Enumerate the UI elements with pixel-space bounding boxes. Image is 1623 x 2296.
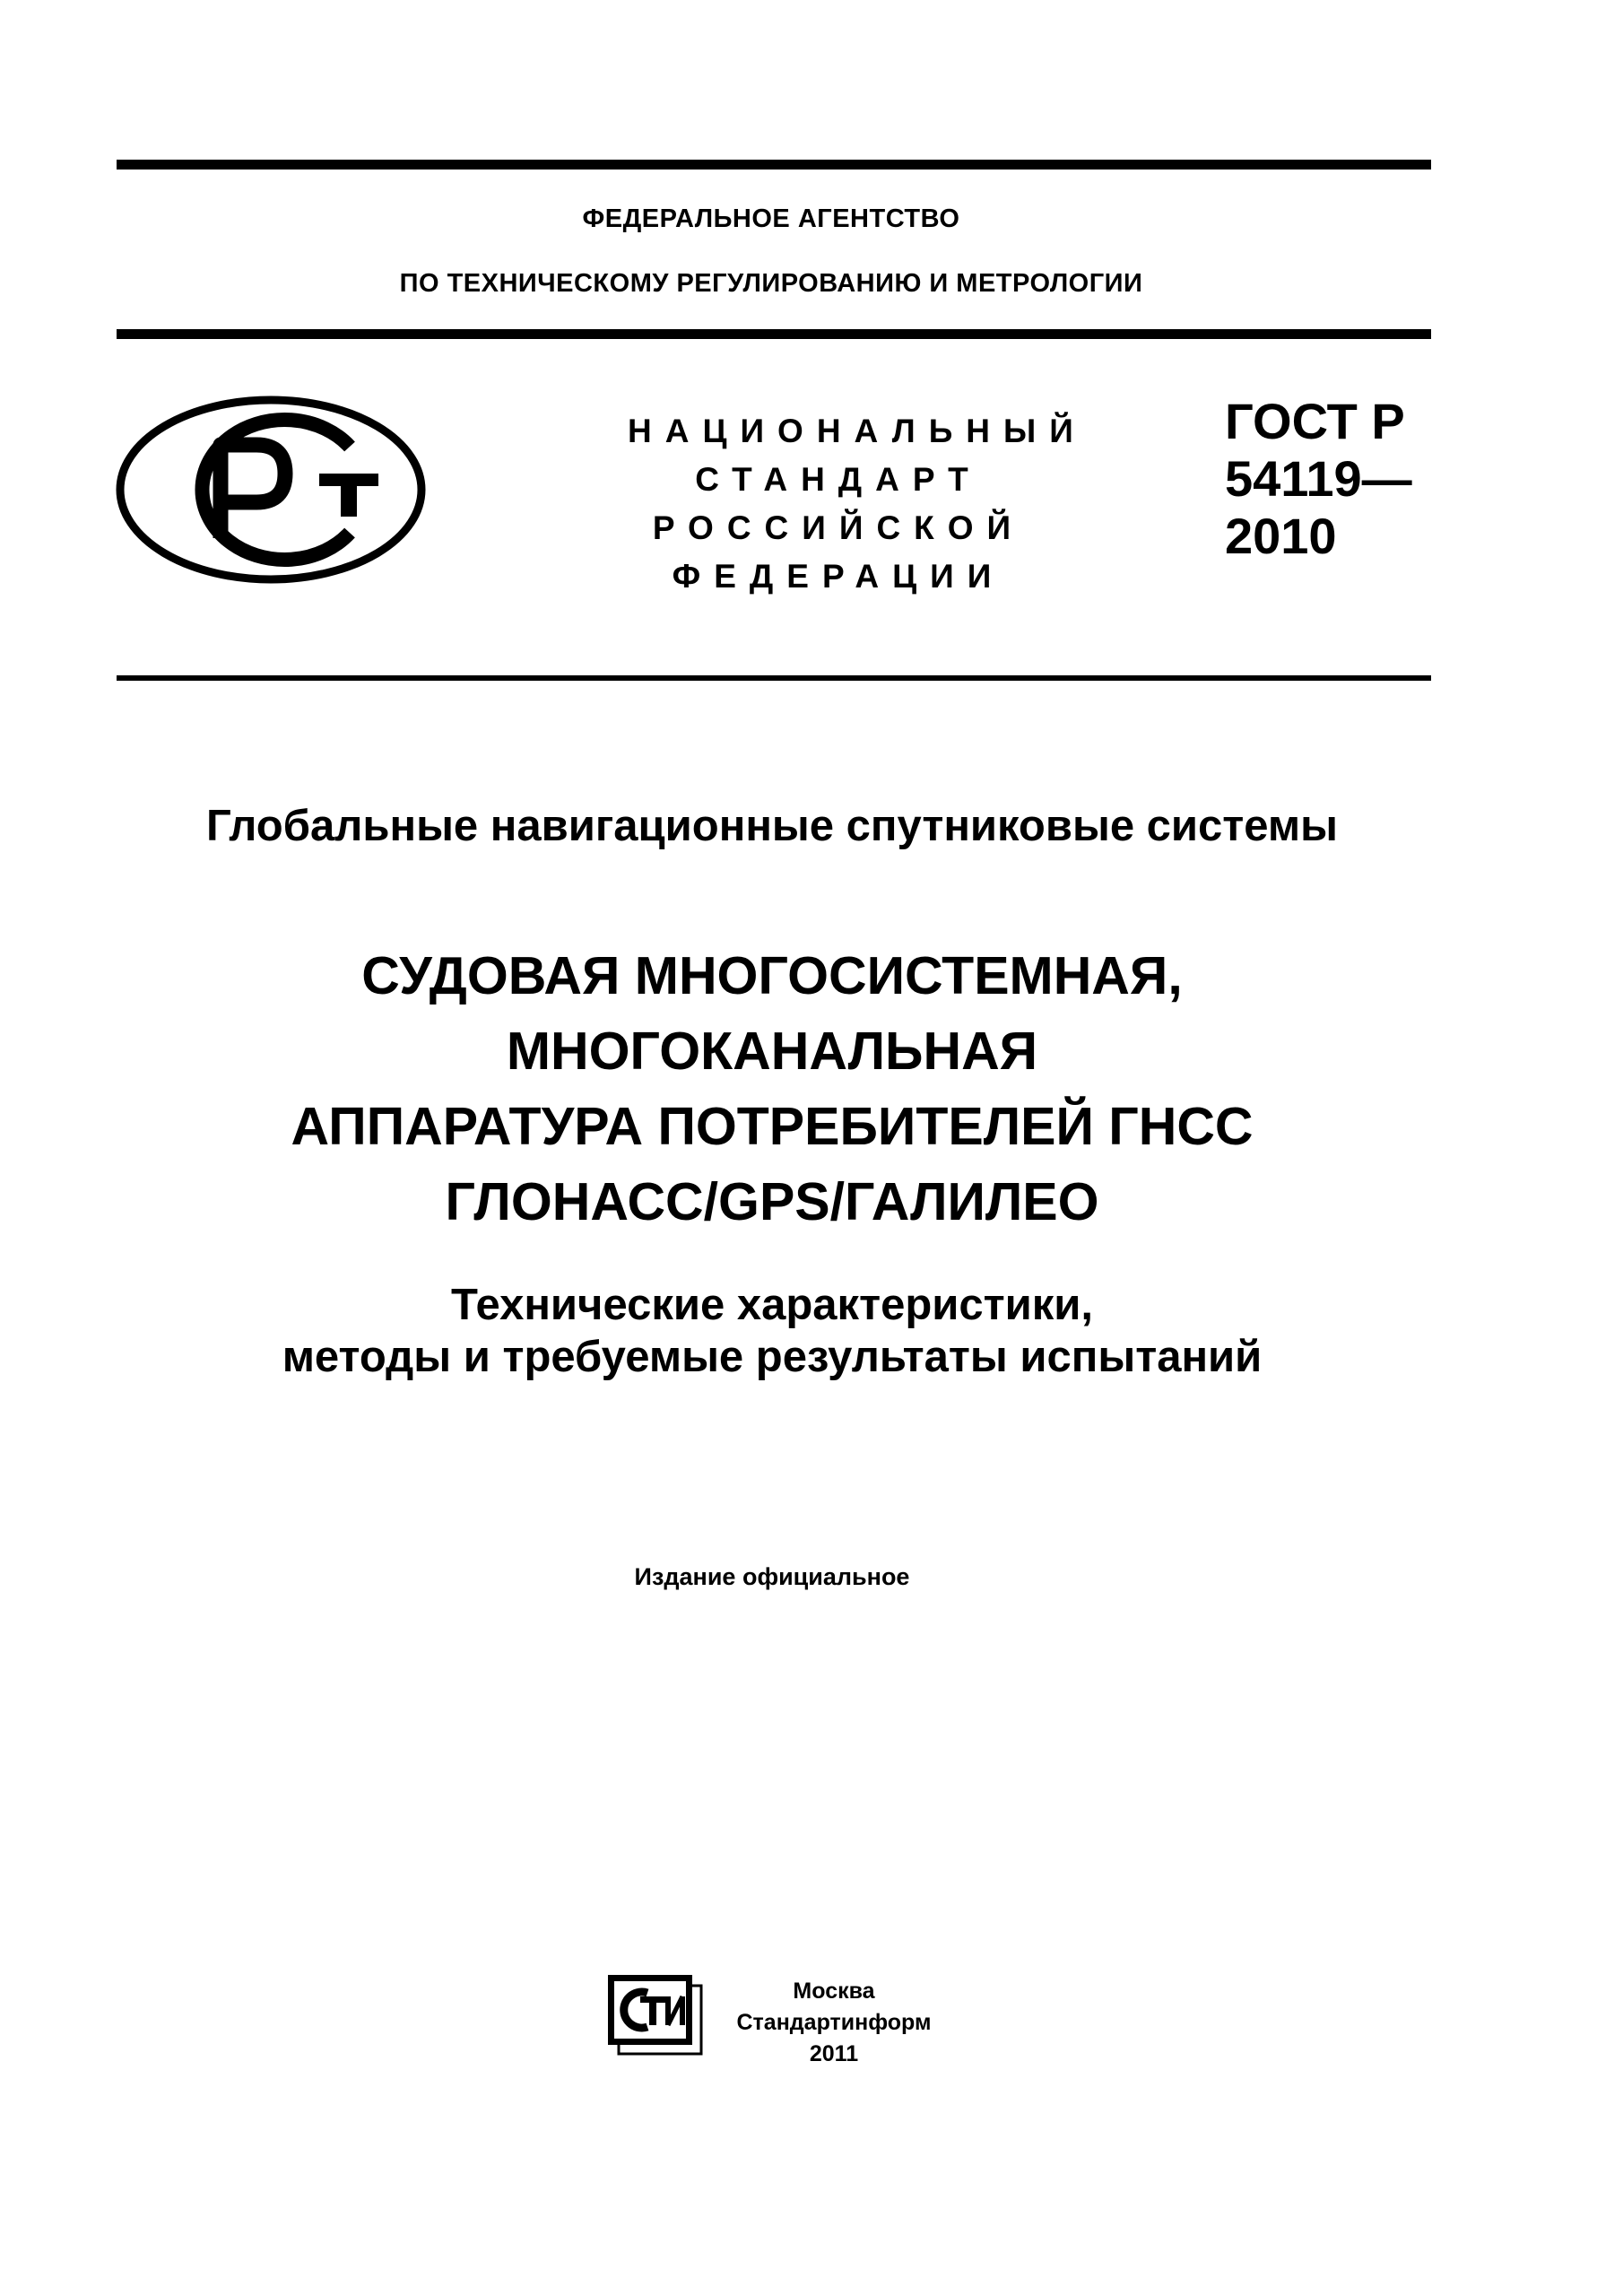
document-subject: Глобальные навигационные спутниковые системы — [205, 802, 1339, 850]
designation-line-2: 54119— — [1225, 450, 1412, 507]
subtitle-line-1: Технические характеристики, — [450, 1281, 1094, 1329]
edition-note: Издание официальное — [634, 1563, 910, 1590]
designation-line-3: 2010 — [1225, 508, 1337, 564]
standard-designation — [1225, 393, 1412, 565]
designation-line-1: ГОСТ Р — [1225, 393, 1405, 449]
header-bottom-rule — [117, 675, 1431, 681]
document-subtitle — [0, 1279, 1544, 1383]
standard-type — [628, 407, 1087, 601]
standard-type-line-3: РОССИЙСКОЙ — [652, 509, 1025, 546]
document-title — [0, 938, 1544, 1239]
standard-type-line-1: НАЦИОНАЛЬНЫЙ — [628, 413, 1087, 449]
header-rule — [117, 329, 1431, 339]
top-rule — [117, 160, 1431, 170]
subtitle-line-2: методы и требуемые результаты испытаний — [282, 1333, 1263, 1381]
publisher-city: Москва — [793, 1979, 875, 2004]
title-line-4: ГЛОНАСС/GPS/ГАЛИЛЕО — [445, 1172, 1099, 1231]
agency-name: ФЕДЕРАЛЬНОЕ АГЕНТСТВО — [582, 204, 960, 233]
title-line-3: АППАРАТУРА ПОТРЕБИТЕЛЕЙ ГНСС — [291, 1097, 1254, 1156]
standartinform-logo — [606, 1973, 705, 2056]
gost-r-logo — [115, 395, 427, 585]
publisher-year: 2011 — [809, 2041, 859, 2066]
title-line-1: СУДОВАЯ МНОГОСИСТЕМНАЯ, — [361, 946, 1183, 1005]
agency-subtitle: ПО ТЕХНИЧЕСКОМУ РЕГУЛИРОВАНИЮ И МЕТРОЛОГИИ — [399, 269, 1143, 298]
standard-type-line-2: СТАНДАРТ — [695, 461, 982, 498]
publisher-block — [726, 1976, 942, 2070]
title-line-2: МНОГОКАНАЛЬНАЯ — [506, 1022, 1038, 1081]
publisher-name: Стандартинформ — [736, 2010, 932, 2035]
standard-type-line-4: ФЕДЕРАЦИИ — [672, 558, 1005, 595]
